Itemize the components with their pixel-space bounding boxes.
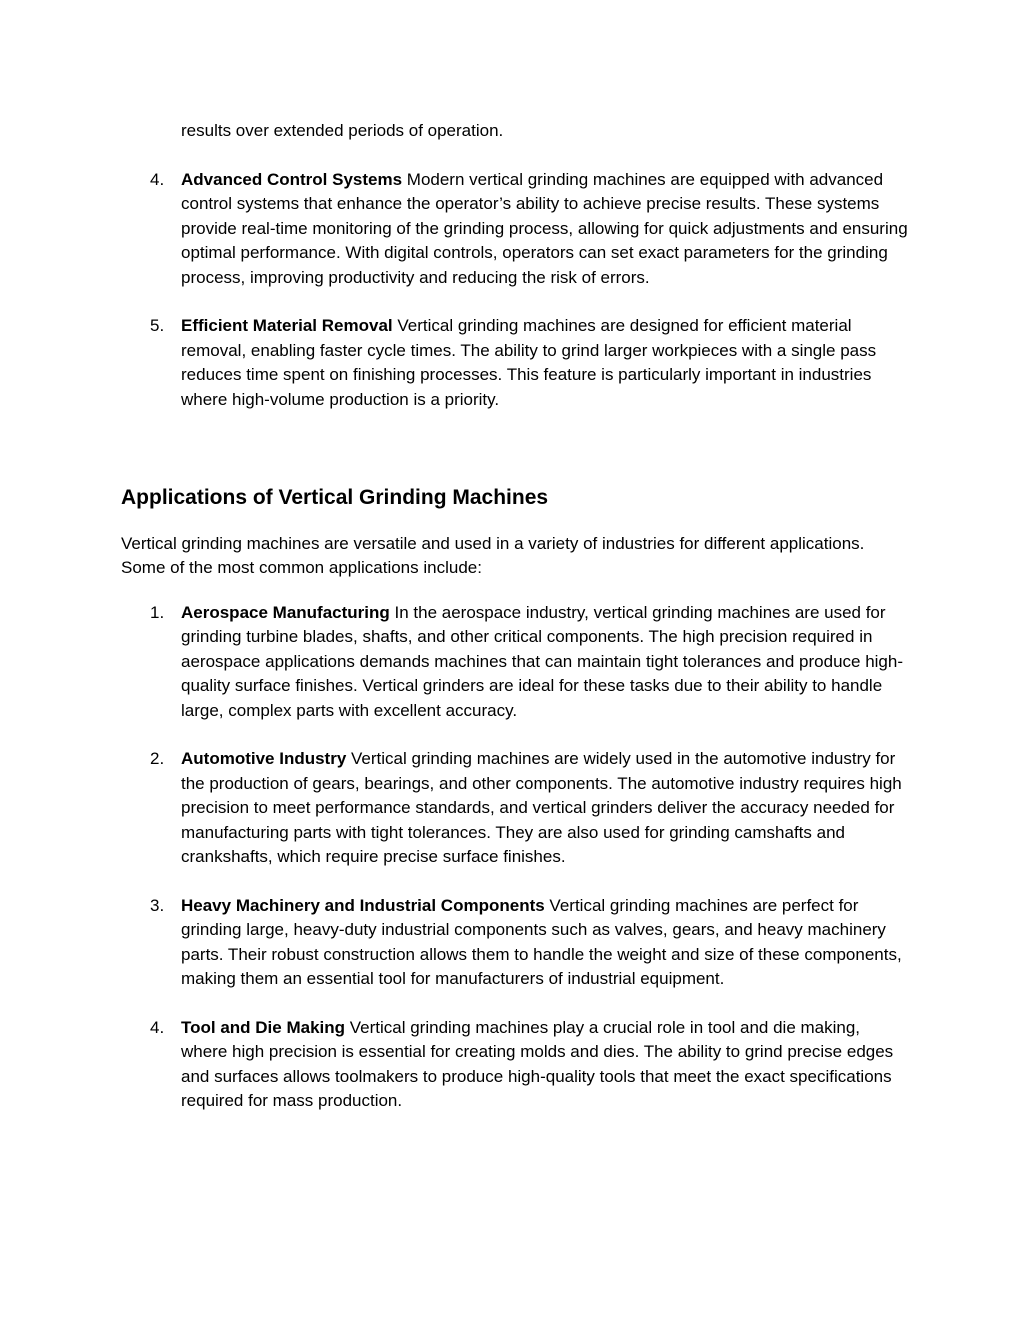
item-text: Modern vertical grinding machines are equipped with advanced control systems that enhance the operator’s ability to achieve precise results. These systems provide real-time monitoring of the grinding process, allowing for quick adjustments and ensuring optimal performance. With digital controls, operators can set exact parameters for the grinding process, improving productivity and reducing the risk of errors. [181, 170, 908, 287]
item-text: In the aerospace industry, vertical grinding machines are used for grinding turbine blades, shafts, and other critical components. The high precision required in aerospace applications demands machines that can maintain tight tolerances and produce high-quality surface finishes. Vertical grinders are ideal for these tasks due to their ability to handle large, complex parts with excellent accuracy. [181, 603, 904, 720]
item-text: Vertical grinding machines are designed for efficient material removal, enabling faster cycle times. The ability to grind larger workpieces with a single pass reduces time spent on finishing processes. This feature is particularly important in industries where high-volume production is a priority. [181, 316, 877, 409]
list-item-aerospace-manufacturing [150, 601, 911, 723]
continuation-text: results over extended periods of operation. [181, 121, 504, 140]
item-text: Vertical grinding machines are widely used in the automotive industry for the production of gears, bearings, and other components. The automotive industry requires high precision to meet performance standards, and vertical grinders deliver the accuracy needed for manufacturing parts with tight tolerances. They are also used for grinding camshafts and crankshafts, which require precise surface finishes. [181, 749, 902, 867]
applications-list [150, 601, 911, 1113]
list-number: 4. [150, 1017, 165, 1037]
list-number: 5. [150, 316, 165, 336]
list-number: 1. [150, 603, 165, 622]
list-item-tool-and-die-making [150, 1016, 911, 1114]
section-intro: Vertical grinding machines are versatile and used in a variety of industries for different applications. Some of the most common applications include: [121, 534, 865, 578]
item-title: Heavy Machinery and Industrial Components [181, 895, 545, 915]
features-list [150, 168, 911, 412]
item-title: Aerospace Manufacturing [181, 603, 390, 622]
list-item-advanced-control-systems [150, 168, 911, 290]
list-item-efficient-material-removal [150, 314, 911, 412]
list-number: 2. [150, 749, 165, 769]
list-number: 3. [150, 895, 165, 915]
list-number: 4. [150, 170, 165, 189]
item-title: Advanced Control Systems [181, 170, 403, 189]
item-title: Automotive Industry [181, 749, 347, 769]
item-title: Tool and Die Making [181, 1017, 346, 1037]
item-text: Vertical grinding machines are perfect for grinding large, heavy-duty industrial components such as valves, gears, and heavy machinery parts. Their robust construction allows them to handle the weight and size of these components, making them an essential tool for manufacturers of industrial equipment. [181, 895, 902, 989]
item-text: Vertical grinding machines play a crucial role in tool and die making, where high precision is essential for creating molds and dies. The ability to grind precise edges and surfaces allows toolmakers to produce high-quality tools that meet the exact specifications required for mass production. [181, 1017, 894, 1111]
list-item-automotive-industry [150, 747, 911, 869]
item-title: Efficient Material Removal [181, 316, 393, 336]
list-item-heavy-machinery [150, 894, 911, 992]
section-heading: Applications of Vertical Grinding Machines [121, 486, 549, 509]
